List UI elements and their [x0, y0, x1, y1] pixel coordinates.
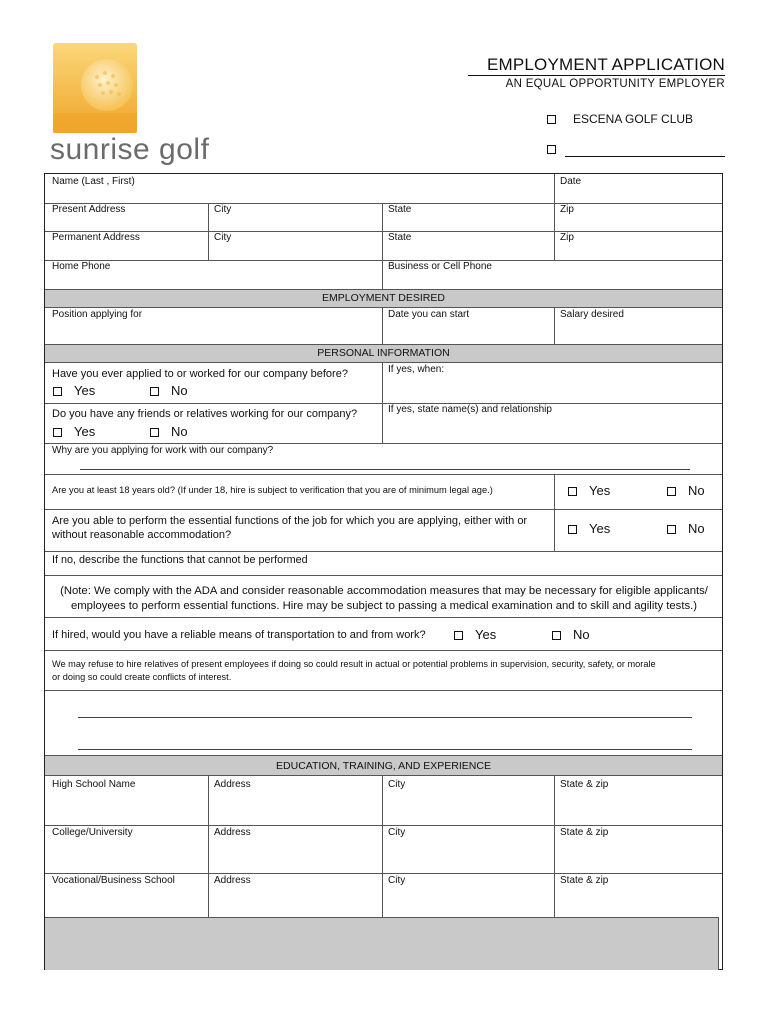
- relatives-policy-line2: or doing so could create conflicts of interest.: [52, 672, 232, 682]
- age-yes-checkbox[interactable]: [568, 487, 577, 496]
- comments-line-1[interactable]: [78, 717, 692, 718]
- high-school-name-field[interactable]: High School Name: [52, 779, 136, 790]
- home-phone-field[interactable]: Home Phone: [52, 261, 111, 272]
- employment-heading: EMPLOYMENT DESIRED: [45, 289, 722, 308]
- essential-yes-checkbox[interactable]: [568, 525, 577, 534]
- personal-heading: PERSONAL INFORMATION: [45, 344, 722, 363]
- high-school-state-zip-field[interactable]: State & zip: [560, 779, 609, 790]
- vocational-address-field[interactable]: Address: [214, 875, 251, 886]
- present-address-field[interactable]: Present Address: [52, 204, 126, 215]
- friends-no-checkbox[interactable]: [150, 428, 159, 437]
- essential-question-line1: Are you able to perform the essential functions of the job for which you are applying, either with or: [52, 515, 528, 527]
- applied-before-question: Have you ever applied to or worked for our company before?: [52, 368, 348, 380]
- club-option-label: ESCENA GOLF CLUB: [573, 112, 694, 126]
- high-school-address-field[interactable]: Address: [214, 779, 251, 790]
- applied-no-checkbox[interactable]: [150, 387, 159, 396]
- friends-yes[interactable]: Yes: [53, 424, 95, 439]
- applied-no[interactable]: No: [150, 383, 188, 398]
- education-heading: EDUCATION, TRAINING, AND EXPERIENCE: [45, 755, 722, 776]
- applied-yes[interactable]: Yes: [53, 383, 95, 398]
- college-address-field[interactable]: Address: [214, 827, 251, 838]
- permanent-city-field[interactable]: City: [214, 232, 232, 243]
- present-state-field[interactable]: State: [388, 204, 412, 215]
- permanent-zip-field[interactable]: Zip: [560, 232, 574, 243]
- college-city-field[interactable]: City: [388, 827, 406, 838]
- title-underline: [468, 75, 725, 76]
- vocational-name-field[interactable]: Vocational/Business School: [52, 875, 175, 886]
- age-no[interactable]: No: [667, 483, 705, 498]
- why-apply-input[interactable]: [80, 469, 690, 470]
- date-field[interactable]: Date: [560, 176, 582, 187]
- other-club-input[interactable]: [565, 156, 725, 157]
- vocational-city-field[interactable]: City: [388, 875, 406, 886]
- logo-text: sunrise golf: [50, 133, 210, 166]
- friends-yes-checkbox[interactable]: [53, 428, 62, 437]
- friends-question: Do you have any friends or relatives working for our company?: [52, 408, 358, 420]
- essential-no[interactable]: No: [667, 521, 705, 536]
- high-school-city-field[interactable]: City: [388, 779, 406, 790]
- ada-note-line2: employees to perform essential functions. Hire may be subject to passing a medical examination and to skill and agility tests.): [70, 600, 698, 612]
- start-date-field[interactable]: Date you can start: [388, 309, 470, 320]
- transport-no[interactable]: No: [552, 627, 590, 642]
- club-checkbox[interactable]: [547, 115, 556, 124]
- transport-yes-checkbox[interactable]: [454, 631, 463, 640]
- salary-field[interactable]: Salary desired: [560, 309, 624, 320]
- ada-note-line1: (Note: We comply with the ADA and consider reasonable accommodation measures that may be necessary for eligible applicants/: [60, 585, 708, 597]
- essential-yes[interactable]: Yes: [568, 521, 610, 536]
- present-zip-field[interactable]: Zip: [560, 204, 574, 215]
- college-state-zip-field[interactable]: State & zip: [560, 827, 609, 838]
- applied-yes-checkbox[interactable]: [53, 387, 62, 396]
- name-field[interactable]: Name (Last , First): [52, 176, 135, 187]
- application-form: [44, 173, 723, 970]
- page-title: EMPLOYMENT APPLICATION: [486, 55, 725, 74]
- why-apply-question: Why are you applying for work with our company?: [52, 445, 274, 456]
- comments-line-2[interactable]: [78, 749, 692, 750]
- vocational-state-zip-field[interactable]: State & zip: [560, 875, 609, 886]
- other-club-checkbox[interactable]: [547, 145, 556, 154]
- college-name-field[interactable]: College/University: [52, 827, 133, 838]
- footer-gray-panel: [45, 917, 719, 970]
- permanent-state-field[interactable]: State: [388, 232, 412, 243]
- age-question: Are you at least 18 years old? (If under 18, hire is subject to verification that you are of minimum legal age.): [52, 485, 493, 495]
- friends-no[interactable]: No: [150, 424, 188, 439]
- transport-no-checkbox[interactable]: [552, 631, 561, 640]
- if-no-functions-field[interactable]: If no, describe the functions that cannot be performed: [52, 554, 308, 566]
- sunrise-golf-logo-icon: [53, 43, 137, 133]
- essential-no-checkbox[interactable]: [667, 525, 676, 534]
- transport-question: If hired, would you have a reliable means of transportation to and from work?: [52, 629, 426, 641]
- present-city-field[interactable]: City: [214, 204, 232, 215]
- if-yes-when-field[interactable]: If yes, when:: [388, 364, 445, 375]
- if-yes-names-field[interactable]: If yes, state name(s) and relationship: [388, 404, 552, 415]
- transport-yes[interactable]: Yes: [454, 627, 496, 642]
- position-field[interactable]: Position applying for: [52, 309, 143, 320]
- permanent-address-field[interactable]: Permanent Address: [52, 232, 140, 243]
- relatives-policy-line1: We may refuse to hire relatives of present employees if doing so could result in actual or potential problems in supervision, security, safety, or morale: [52, 659, 656, 669]
- essential-question-line2: without reasonable accommodation?: [52, 529, 232, 541]
- page-subtitle: AN EQUAL OPPORTUNITY EMPLOYER: [505, 78, 725, 90]
- age-yes[interactable]: Yes: [568, 483, 610, 498]
- age-no-checkbox[interactable]: [667, 487, 676, 496]
- business-phone-field[interactable]: Business or Cell Phone: [388, 261, 492, 272]
